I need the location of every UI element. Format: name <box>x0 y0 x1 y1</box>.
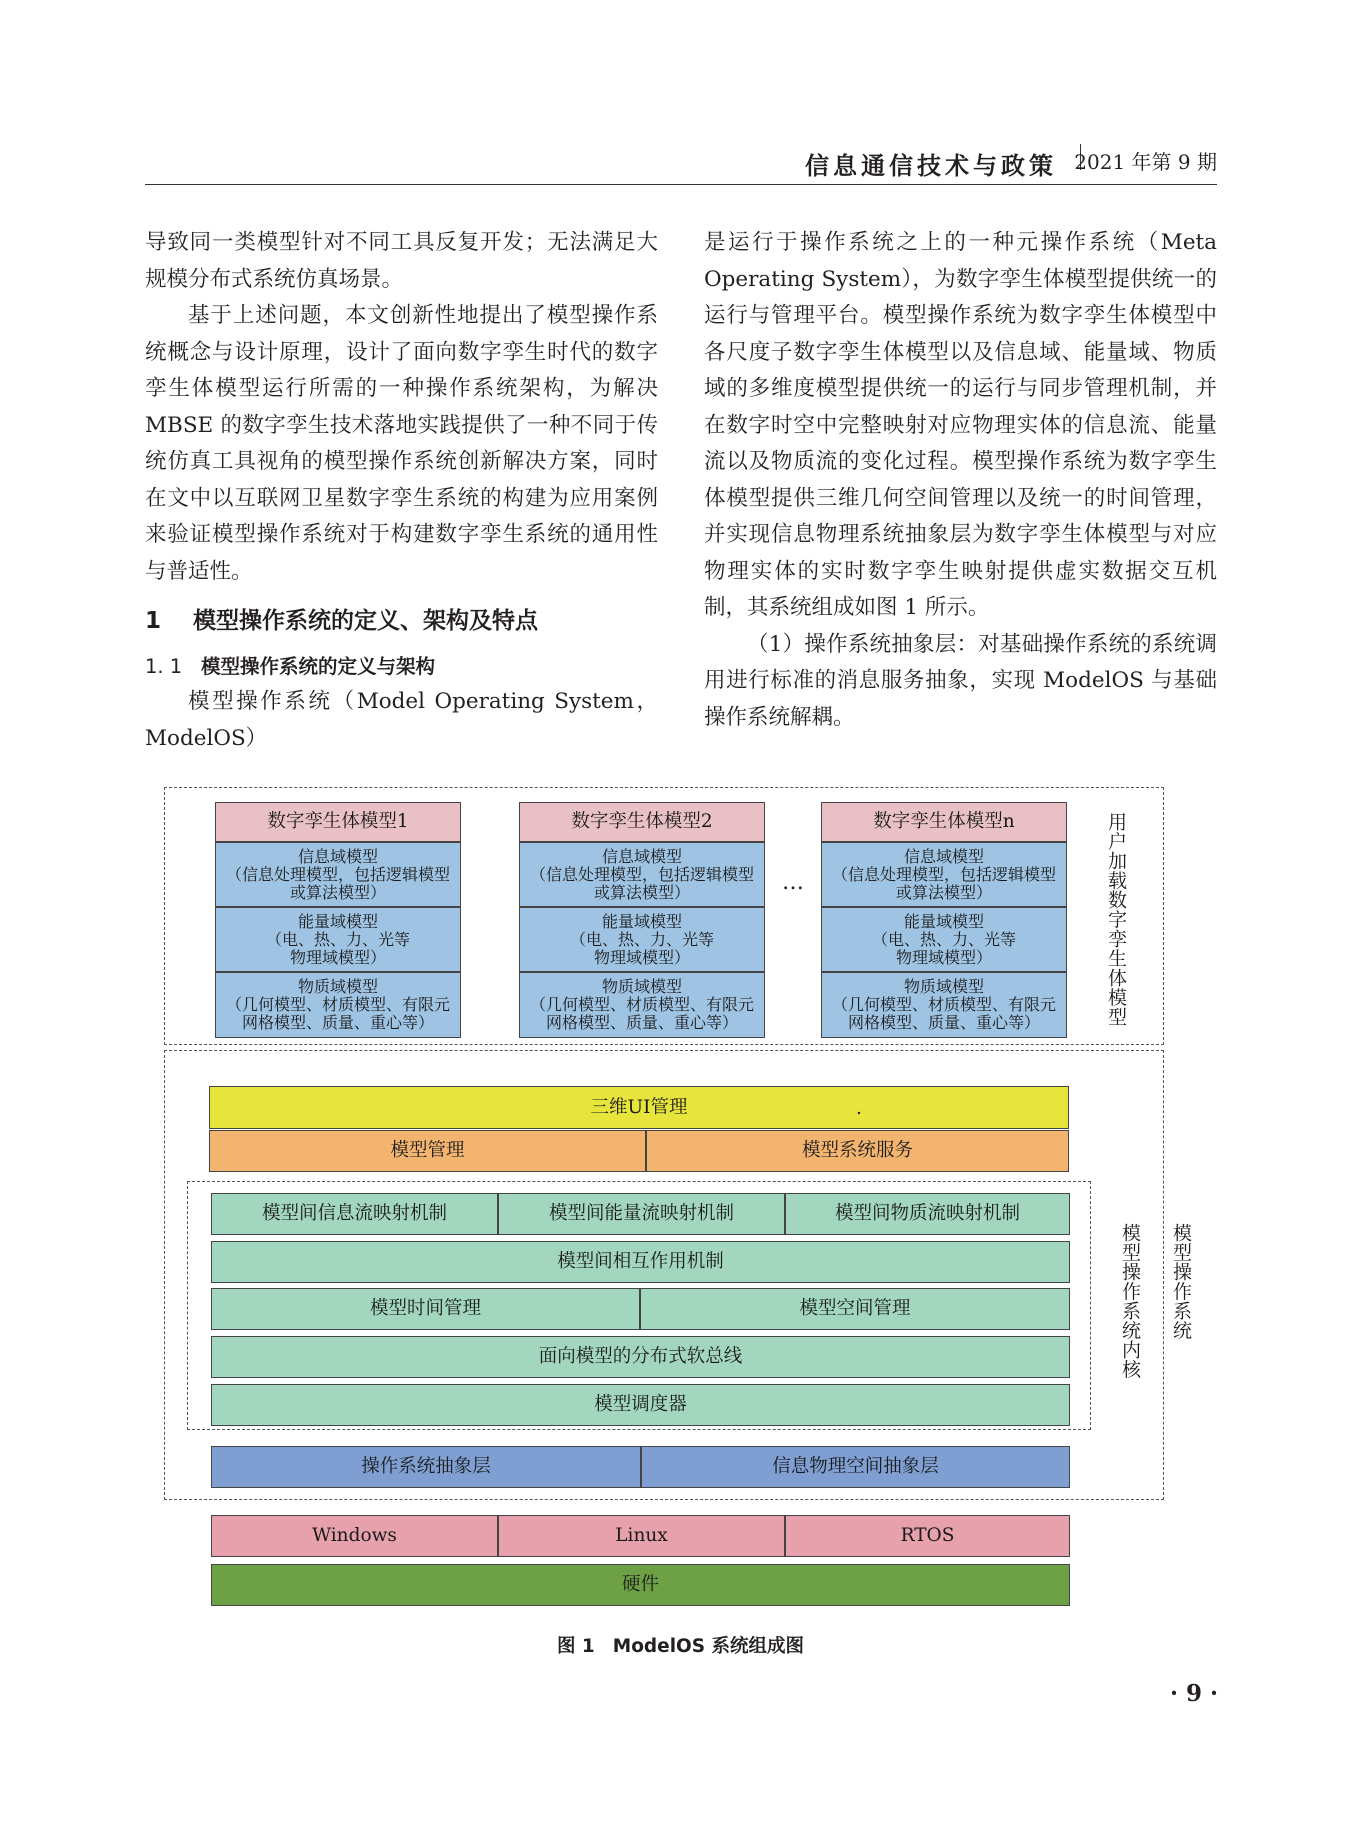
energy-flow-mapping: 模型间能量流映射机制 <box>498 1193 785 1235</box>
line: 物质域模型 <box>903 977 984 996</box>
right-column <box>704 225 1217 736</box>
windows-os: Windows <box>211 1515 498 1557</box>
line: （信息处理模型，包括逻辑模型 <box>529 864 754 884</box>
line: （信息处理模型，包括逻辑模型 <box>225 864 450 884</box>
space-management: 模型空间管理 <box>640 1288 1070 1330</box>
paragraph: 导致同一类模型针对不同工具反复开发；无法满足大规模分布式系统仿真场景。 <box>145 230 658 292</box>
paragraph: 模型操作系统（Model Operating System，ModelOS） <box>145 689 658 751</box>
line: 网格模型、质量、重心等） <box>545 1013 738 1032</box>
kernel-label: 模型操作系统内核 <box>1119 1223 1141 1379</box>
cps-abstraction-layer: 信息物理空间抽象层 <box>641 1446 1070 1488</box>
line: 或算法模型） <box>593 882 690 902</box>
issue-label: 2021 年第 9 期 <box>1074 150 1217 174</box>
line: 物理域模型） <box>895 947 992 967</box>
model-management: 模型管理 <box>209 1130 646 1172</box>
user-models-label: 用户加载数字孪生体模型 <box>1105 812 1127 1027</box>
figure-caption <box>0 1632 1361 1658</box>
left-column <box>145 225 658 757</box>
dot: . <box>856 1098 862 1119</box>
caption-label: 图 1 <box>556 1636 595 1657</box>
line: （电、热、力、光等 <box>569 929 714 949</box>
line: 物质域模型 <box>601 977 682 996</box>
caption-text: ModelOS 系统组成图 <box>612 1636 805 1657</box>
line: （几何模型、材质模型、有限元 <box>225 995 450 1014</box>
line: 能量域模型 <box>297 911 378 931</box>
interaction-mechanism: 模型间相互作用机制 <box>211 1241 1070 1283</box>
line: （几何模型、材质模型、有限元 <box>831 995 1056 1014</box>
twin-model-title: 数字孪生体模型2 <box>519 802 765 842</box>
energy-domain-model <box>215 907 461 972</box>
info-domain-model <box>215 842 461 907</box>
line: 信息域模型 <box>297 846 378 866</box>
line: 网格模型、质量、重心等） <box>847 1013 1040 1032</box>
line: 网格模型、质量、重心等） <box>241 1013 434 1032</box>
label: 三维UI管理 <box>590 1096 688 1118</box>
twin-model-title: 数字孪生体模型n <box>821 802 1067 842</box>
rtos-os: RTOS <box>785 1515 1070 1557</box>
info-domain-model <box>519 842 765 907</box>
line: （电、热、力、光等 <box>871 929 1016 949</box>
line: （信息处理模型，包括逻辑模型 <box>831 864 1056 884</box>
line: 或算法模型） <box>895 882 992 902</box>
line: 或算法模型） <box>289 882 386 902</box>
time-management: 模型时间管理 <box>211 1288 640 1330</box>
matter-flow-mapping: 模型间物质流映射机制 <box>785 1193 1070 1235</box>
info-flow-mapping: 模型间信息流映射机制 <box>211 1193 498 1235</box>
line: （几何模型、材质模型、有限元 <box>529 995 754 1014</box>
distributed-soft-bus: 面向模型的分布式软总线 <box>211 1336 1070 1378</box>
paragraph: 基于上述问题，本文创新性地提出了模型操作系统概念与设计原理，设计了面向数字孪生时代的数字孪生体模型运行所需的一种操作系统架构，为解决 MBSE 的数字孪生技术落地实践提供了一种不同于传统仿真工具视角的模型操作系统创新解决方案，同时在文中以互联网卫星数字孪生系统的构建为应用案例来验证模型操作系统对于构建数字孪生系统的通用性与普适性。 <box>145 303 658 584</box>
subsection-number: 1. 1 <box>145 655 183 678</box>
info-domain-model <box>821 842 1067 907</box>
running-header <box>145 138 1217 185</box>
section-number: 1 <box>145 608 162 634</box>
section-title: 模型操作系统的定义、架构及特点 <box>193 608 538 634</box>
paragraph: 是运行于操作系统之上的一种元操作系统（Meta Operating System），为数字孪生体模型提供统一的运行与管理平台。模型操作系统为数字孪生体模型中各尺度子数字孪生体模型以及信息域、能量域、物质域的多维度模型提供统一的运行与同步管理机制，并在数字时空中完整映射对应物理实体的信息流、能量流以及物质流的变化过程。模型操作系统为数字孪生体模型提供三维几何空间管理以及统一的时间管理，并实现信息物理系统抽象层为数字孪生体模型与对应物理实体的实时数字孪生映射提供虚实数据交互机制，其系统组成如图 1 所示。 <box>704 230 1217 620</box>
linux-os: Linux <box>498 1515 785 1557</box>
ellipsis: … <box>782 870 807 895</box>
journal-title: 信息通信技术与政策 <box>805 151 1057 180</box>
matter-domain-model <box>519 972 765 1038</box>
line: 信息域模型 <box>601 846 682 866</box>
model-system-service: 模型系统服务 <box>646 1130 1069 1172</box>
energy-domain-model <box>519 907 765 972</box>
twin-model-title: 数字孪生体模型1 <box>215 802 461 842</box>
os-abstraction-layer: 操作系统抽象层 <box>211 1446 641 1488</box>
matter-domain-model <box>215 972 461 1038</box>
line: 能量域模型 <box>903 911 984 931</box>
line: 物理域模型） <box>593 947 690 967</box>
section-heading <box>145 602 658 640</box>
page-number: · 9 · <box>1169 1680 1218 1707</box>
subsection-title: 模型操作系统的定义与架构 <box>201 655 436 678</box>
line: 物质域模型 <box>297 977 378 996</box>
line: 能量域模型 <box>601 911 682 931</box>
model-scheduler: 模型调度器 <box>211 1384 1070 1426</box>
line: 信息域模型 <box>903 846 984 866</box>
subsection-heading <box>145 650 658 684</box>
energy-domain-model <box>821 907 1067 972</box>
paragraph: （1）操作系统抽象层：对基础操作系统的系统调用进行标准的消息服务抽象，实现 ModelOS 与基础操作系统解耦。 <box>704 631 1217 730</box>
line: 物理域模型） <box>289 947 386 967</box>
modelos-label: 模型操作系统 <box>1170 1223 1192 1340</box>
hardware: 硬件 <box>211 1564 1070 1606</box>
line: （电、热、力、光等 <box>265 929 410 949</box>
ui-management <box>209 1086 1069 1129</box>
matter-domain-model <box>821 972 1067 1038</box>
